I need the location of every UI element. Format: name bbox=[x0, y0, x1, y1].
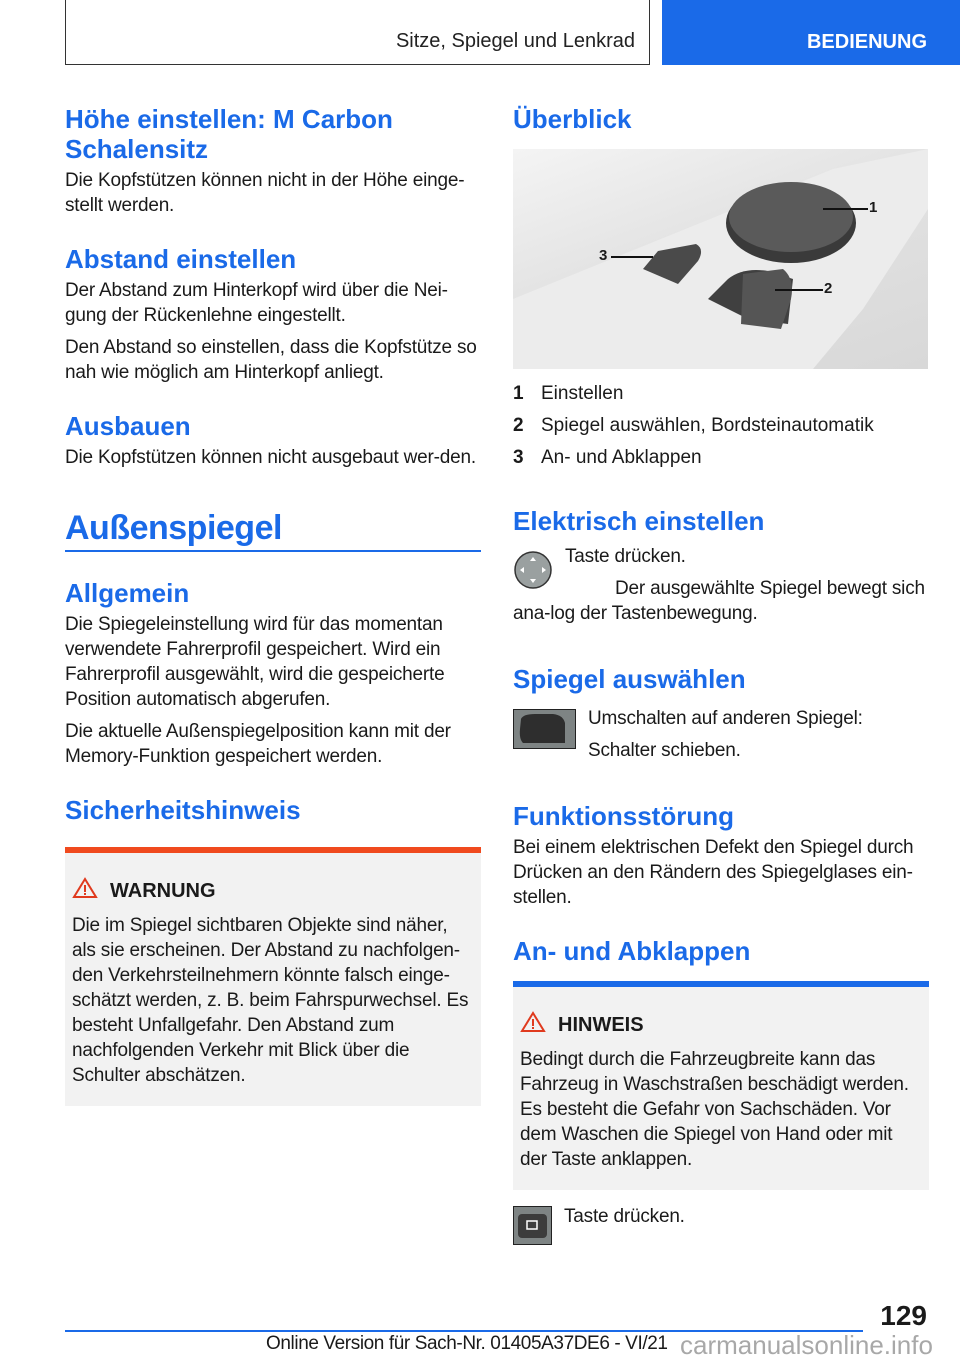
callout-2: 2 bbox=[824, 280, 833, 297]
legend-item: 1 Einstellen bbox=[513, 383, 624, 404]
warning-triangle-icon bbox=[72, 877, 98, 905]
hint-box bbox=[513, 981, 929, 1190]
legend-item: 2 Spiegel auswählen, Bordsteinautomatik bbox=[513, 415, 874, 436]
text-allgemein-1: Die Spiegeleinstellung wird für das momentan verwendete Fahrerprofil gespeichert. Wird ein Fahrerprofil ausgewählt, wird die gespeicherte Position automatisch abgerufen. bbox=[65, 614, 445, 710]
warning-label: WARNUNG bbox=[110, 879, 216, 902]
mirror-controls-image bbox=[513, 149, 928, 369]
text-elektrisch-2: Der ausgewählte Spiegel bewegt sich ana-log der Tastenbewegung. bbox=[513, 578, 925, 624]
text-auswaehlen-2: Schalter schieben. bbox=[588, 740, 741, 761]
footer-version: Online Version für Sach-Nr. 01405A37DE6 - VI/21 bbox=[266, 1333, 668, 1354]
right-column bbox=[513, 104, 929, 1250]
text-elektrisch-1: Taste drücken. bbox=[565, 546, 686, 567]
heading-funktionsstoerung: Funktionsstörung bbox=[513, 801, 734, 831]
text-abstand-2: Den Abstand so einstellen, dass die Kopfstütze so nah wie möglich am Hinterkopf anliegt. bbox=[65, 337, 477, 383]
heading-allgemein: Allgemein bbox=[65, 578, 190, 608]
heading-sicherheitshinweis: Sicherheitshinweis bbox=[65, 795, 301, 825]
text-ausbauen: Die Kopfstützen können nicht ausgebaut wer-den. bbox=[65, 447, 476, 468]
left-column bbox=[65, 104, 481, 1106]
hint-label: HINWEIS bbox=[558, 1013, 644, 1036]
watermark: carmanualsonline.info bbox=[680, 1330, 933, 1360]
header-tab-bedienung[interactable]: BEDIENUNG bbox=[662, 0, 960, 65]
heading-abklappen: An- und Abklappen bbox=[513, 936, 751, 966]
mirror-adjust-button-icon bbox=[513, 550, 553, 595]
page-number: 129 bbox=[880, 1300, 927, 1331]
heading-abstand: Abstand einstellen bbox=[65, 244, 297, 274]
text-auswaehlen-1: Umschalten auf anderen Spiegel: bbox=[588, 708, 863, 729]
heading-hoehe: Höhe einstellen: M Carbon Schalensitz bbox=[65, 104, 393, 164]
header-section-title: Sitze, Spiegel und Lenkrad bbox=[395, 30, 635, 52]
mirror-select-switch-icon bbox=[513, 709, 576, 763]
warning-text: Die im Spiegel sichtbaren Objekte sind näher, als sie erscheinen. Der Abstand zu nachfolgen-den Verkehrsteilnehmern könnte falsch einge-schätzt werden, z. B. beim Fahrspurwechsel. Es besteht Unfallgefahr. Den Abstand zum nachfolgenden Verkehr mit Blick über die Schulter abschätzen. bbox=[72, 915, 469, 1086]
legend-list bbox=[513, 378, 929, 474]
heading-ausbauen: Ausbauen bbox=[65, 411, 191, 441]
text-stoerung: Bei einem elektrischen Defekt den Spiegel durch Drücken an den Rändern des Spiegelglases ein-stellen. bbox=[513, 837, 914, 908]
hint-text: Bedingt durch die Fahrzeugbreite kann das Fahrzeug in Waschstraßen beschädigt werden. Es besteht die Gefahr von Sachschäden. Vor dem Waschen die Spiegel von Hand oder mit der Taste anklappen. bbox=[520, 1049, 909, 1170]
callout-3: 3 bbox=[599, 247, 608, 264]
heading-spiegel-auswaehlen: Spiegel auswählen bbox=[513, 664, 746, 694]
legend-item: 3 An- und Abklappen bbox=[513, 447, 702, 468]
callout-1: 1 bbox=[869, 199, 878, 216]
heading-aussenspiegel: Außenspiegel bbox=[65, 508, 481, 552]
text-abstand-1: Der Abstand zum Hinterkopf wird über die Nei-gung der Rückenlehne eingestellt. bbox=[65, 280, 448, 326]
warning-triangle-icon bbox=[520, 1011, 546, 1039]
text-allgemein-2: Die aktuelle Außenspiegelposition kann mit der Memory-Funktion gespeichert werden. bbox=[65, 721, 451, 767]
heading-elektrisch: Elektrisch einstellen bbox=[513, 506, 765, 536]
mirror-fold-button-icon bbox=[513, 1206, 552, 1250]
heading-ueberblick: Überblick bbox=[513, 104, 632, 134]
warning-box bbox=[65, 847, 481, 1106]
text-hoehe: Die Kopfstützen können nicht in der Höhe einge-stellt werden. bbox=[65, 170, 465, 216]
text-abklappen: Taste drücken. bbox=[564, 1206, 685, 1227]
